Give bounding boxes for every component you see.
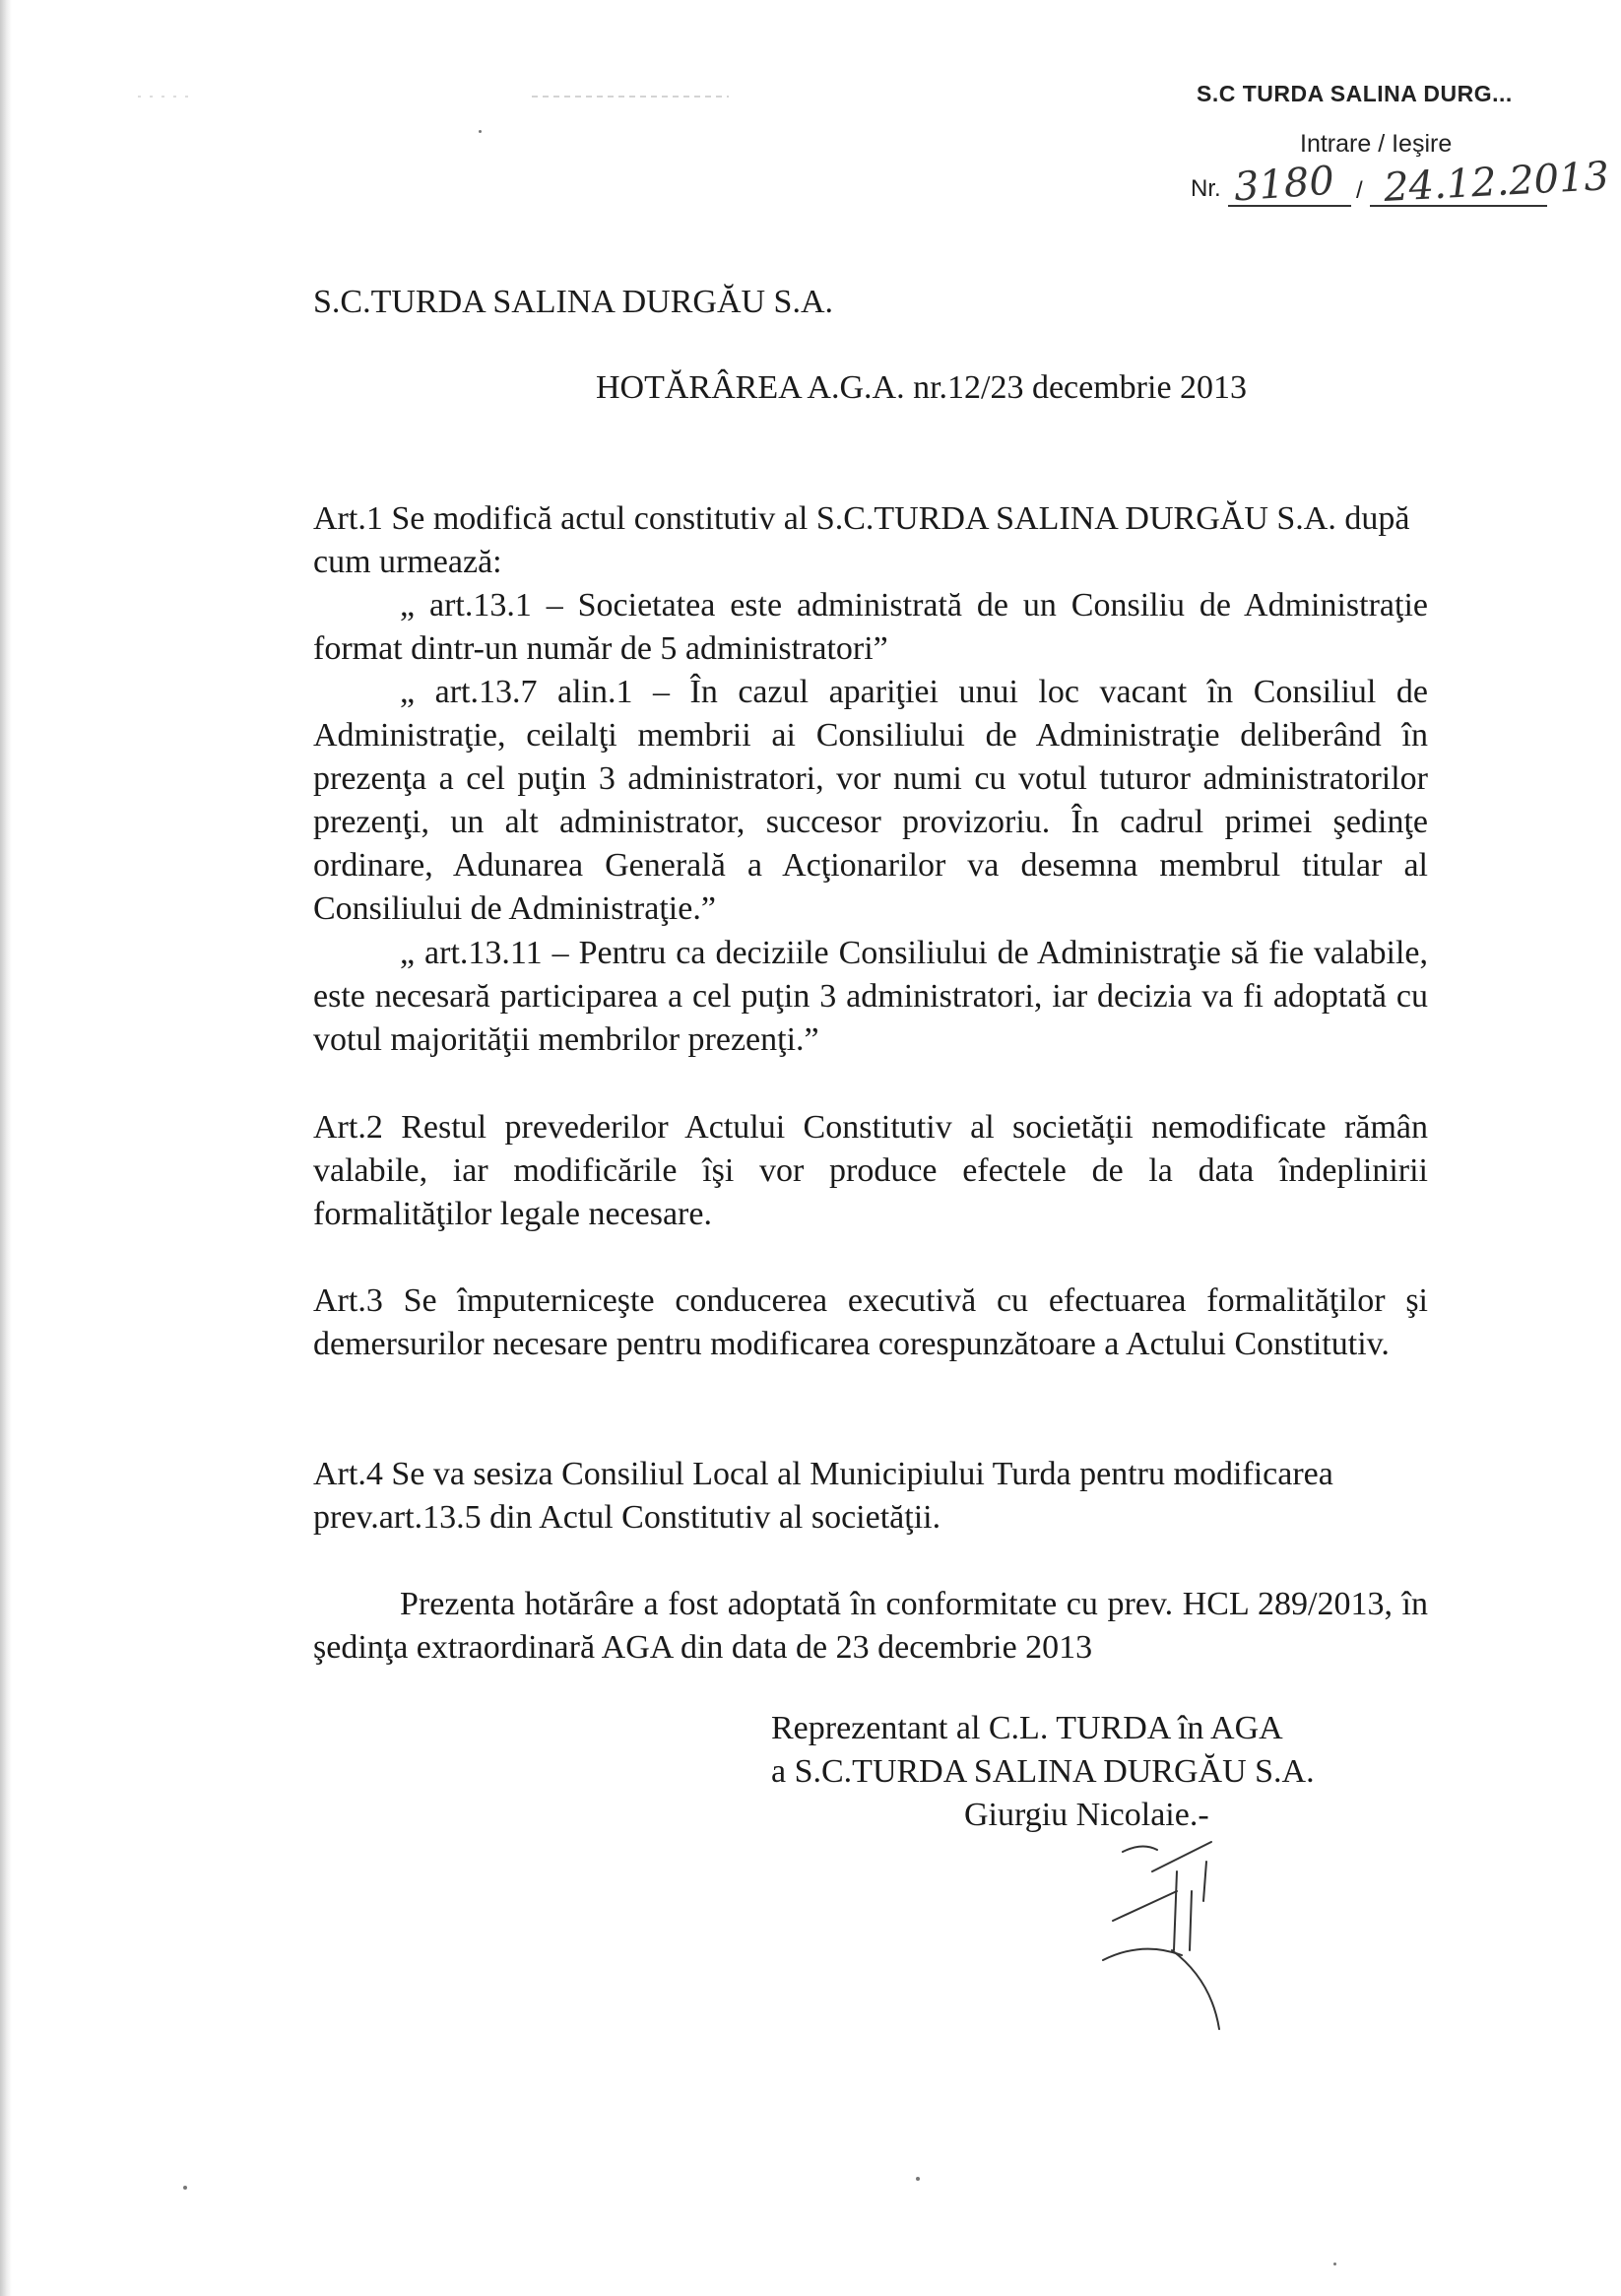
signature-role-line-1: Reprezentant al C.L. TURDA în AGA — [771, 1710, 1283, 1746]
stamp-nr-label: Nr. — [1191, 175, 1221, 202]
article-2: Art.2 Restul prevederilor Actului Constitutiv al societăţii nemodificate rămân valabile, iar modificările îşi vor produce efectele de la data îndeplinirii formalităţilor legale necesare. — [313, 1109, 1428, 1232]
scan-edge-shadow — [0, 0, 12, 2296]
handwritten-signature — [1083, 1832, 1280, 2039]
scan-speck — [916, 2177, 920, 2181]
stamp-label: Intrare / Ieşire — [1300, 130, 1453, 158]
article-1-intro: Art.1 Se modifică actul constitutiv al S.C.TURDA SALINA DURGĂU S.A. după cum urmează: — [313, 500, 1410, 580]
article-3: Art.3 Se împuterniceşte conducerea executivă cu efectuarea formalităţilor şi demersurilor necesare pentru modificarea corespunzătoare a Actului Constitutiv. — [313, 1282, 1428, 1362]
scan-speck — [1333, 2263, 1336, 2265]
company-name: S.C.TURDA SALINA DURGĂU S.A. — [313, 284, 834, 320]
signature-block — [771, 1707, 1315, 1837]
scan-speck — [183, 2186, 187, 2190]
article-1-item-13-7: „ art.13.7 alin.1 – În cazul apariţiei unui loc vacant în Consiliul de Administraţie, ceilalţi membrii ai Consiliului de Administraţie deliberând în prezenţa a cel puţin 3 administratori, vor numi cu votul tuturor administratorilor prezenţi, un alt administrator, succesor provizoriu. În cadrul primei şedinţe ordinare, Adunarea Generală a Acţionarilor va desemna membrul titular al Consiliului de Administraţie.” — [313, 674, 1428, 927]
stamp-company: S.C TURDA SALINA DURG... — [1197, 81, 1513, 106]
document-title: HOTĂRÂREA A.G.A. nr.12/23 decembrie 2013 — [596, 369, 1248, 406]
closing-statement: Prezenta hotărâre a fost adoptată în conformitate cu prev. HCL 289/2013, în şedinţa extraordinară AGA din data de 23 decembrie 2013 — [313, 1586, 1428, 1666]
signatory-name: Giurgiu Nicolaie.- — [964, 1797, 1209, 1833]
scan-artifact-line — [138, 89, 729, 108]
registration-stamp — [1187, 79, 1611, 217]
signature-role-line-2: a S.C.TURDA SALINA DURGĂU S.A. — [771, 1753, 1315, 1790]
stamp-separator: / — [1356, 177, 1363, 204]
stamp-handwritten-date: 24.12.2013 — [1382, 154, 1611, 211]
article-1-item-13-11: „ art.13.11 – Pentru ca deciziile Consiliului de Administraţie să fie valabile, este necesară participarea a cel puţin 3 administratori, iar decizia va fi adoptată cu votul majorităţii membrilor prezenţi.” — [313, 935, 1428, 1058]
stamp-handwritten-number: 3180 — [1232, 158, 1336, 211]
scan-speck — [479, 130, 482, 133]
article-4: Art.4 Se va sesiza Consiliul Local al Municipiului Turda pentru modificarea prev.art.13.5 din Actul Constitutiv al societăţii. — [313, 1456, 1333, 1536]
article-1-item-13-1: „ art.13.1 – Societatea este administrată de un Consiliu de Administraţie format dintr-un număr de 5 administratori” — [313, 587, 1428, 667]
